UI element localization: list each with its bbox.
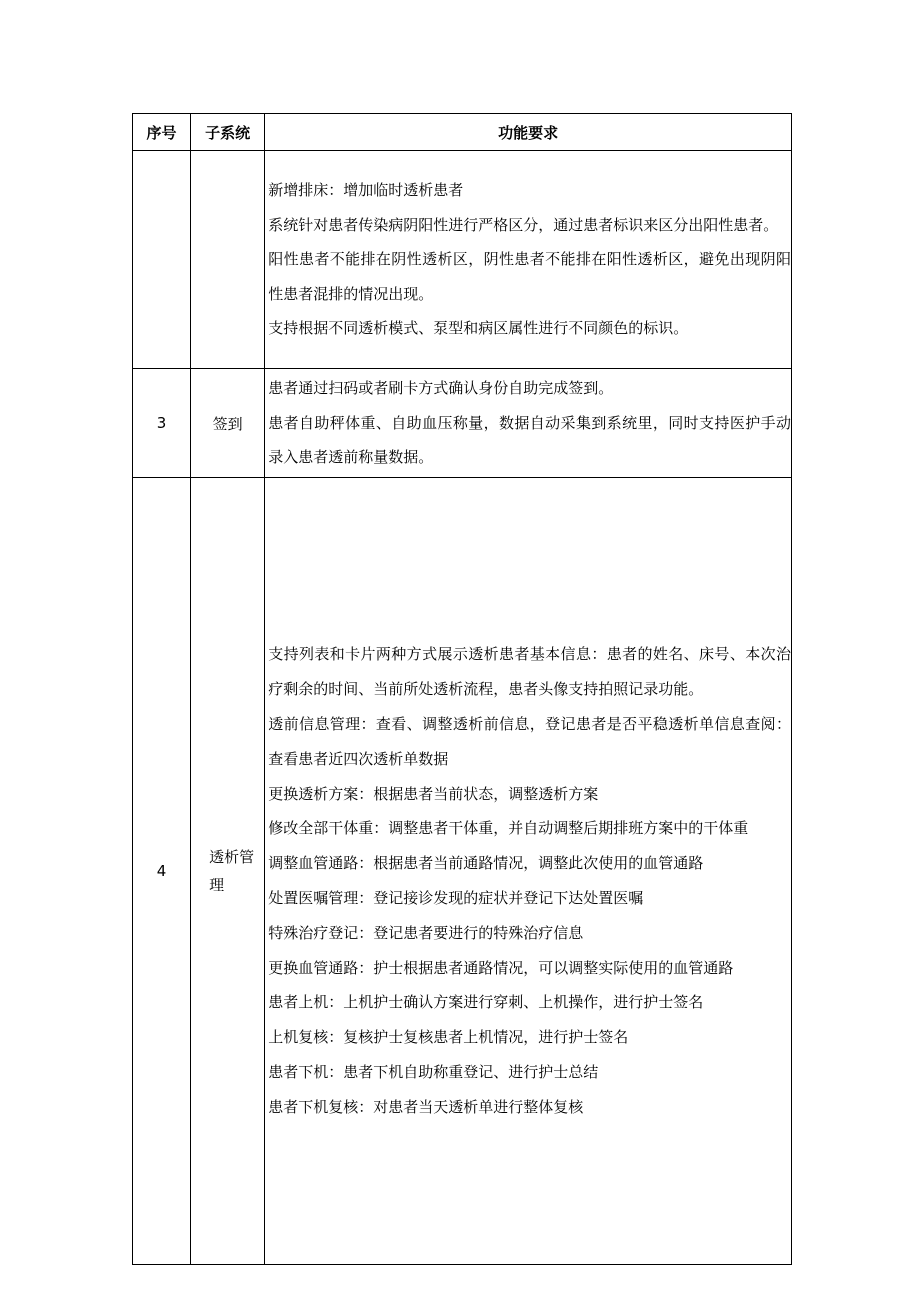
requirement-item: 患者通过扫码或者刷卡方式确认身份自助完成签到。 [268, 379, 614, 398]
requirement-item: 新增排床：增加临时透析患者 [268, 181, 464, 200]
requirement-item: 更换透析方案：根据患者当前状态，调整透析方案 [268, 784, 599, 803]
header-requirements: 功能要求 [265, 114, 792, 151]
requirement-item: 阳性患者不能排在阴性透析区，阴性患者不能排在阳性透析区，避免出现阴阳性患者混排的情况出现。 [268, 250, 791, 303]
header-subsystem: 子系统 [191, 114, 265, 151]
row-subsystem: 透析管理 [191, 478, 265, 1265]
requirement-item: 修改全部干体重：调整患者干体重，并自动调整后期排班方案中的干体重 [268, 819, 749, 838]
row-subsystem: 签到 [191, 369, 265, 478]
requirement-item: 支持根据不同透析模式、泵型和病区属性进行不同颜色的标识。 [268, 319, 689, 338]
row-requirements [265, 151, 792, 369]
row-requirements [265, 478, 792, 1265]
header-no: 序号 [133, 114, 191, 151]
row-no: 4 [133, 478, 191, 1265]
row-requirements [265, 369, 792, 478]
requirement-item: 透前信息管理：查看、调整透析前信息，登记患者是否平稳透析单信息查阅：查看患者近四次透析单数据 [268, 715, 791, 768]
requirements-table [132, 113, 792, 1265]
row-subsystem [191, 151, 265, 369]
requirement-item: 患者自助秤体重、自助血压称量，数据自动采集到系统里，同时支持医护手动录入患者透前称量数据。 [268, 413, 791, 467]
table-row [133, 369, 792, 478]
requirement-item: 支持列表和卡片两种方式展示透析患者基本信息：患者的姓名、床号、本次治疗剩余的时间、当前所处透析流程，患者头像支持拍照记录功能。 [268, 645, 791, 699]
table-row [133, 478, 792, 1265]
requirement-item: 患者下机：患者下机自助称重登记、进行护士总结 [268, 1062, 599, 1081]
table-header-row [133, 114, 792, 151]
requirement-item: 患者下机复核：对患者当天透析单进行整体复核 [268, 1097, 584, 1116]
requirement-item: 系统针对患者传染病阴阳性进行严格区分，通过患者标识来区分出阳性患者。 [268, 215, 779, 234]
table-row [133, 151, 792, 369]
requirement-item: 患者上机：上机护士确认方案进行穿刺、上机操作，进行护士签名 [268, 993, 704, 1012]
requirement-item: 调整血管通路：根据患者当前通路情况，调整此次使用的血管通路 [268, 854, 704, 873]
row-no [133, 151, 191, 369]
requirement-item: 处置医嘱管理：登记接诊发现的症状并登记下达处置医嘱 [268, 889, 644, 907]
requirement-item: 特殊治疗登记：登记患者要进行的特殊治疗信息 [268, 923, 584, 942]
requirement-item: 上机复核：复核护士复核患者上机情况，进行护士签名 [268, 1028, 629, 1047]
requirement-item: 更换血管通路：护士根据患者通路情况，可以调整实际使用的血管通路 [268, 958, 734, 977]
row-no: 3 [133, 369, 191, 478]
